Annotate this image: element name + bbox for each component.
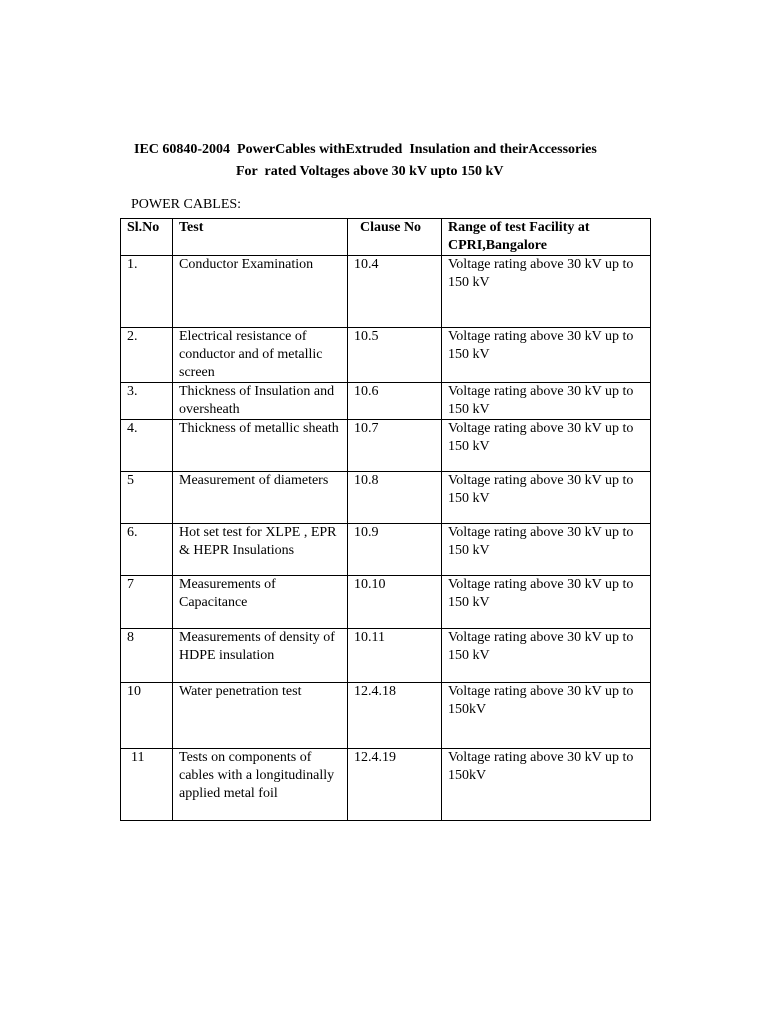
cell-range: Voltage rating above 30 kV up to 150 kV: [442, 629, 651, 683]
cell-clause: 10.5: [348, 328, 442, 383]
cell-slno: 6.: [121, 524, 173, 576]
table-row: [121, 328, 651, 383]
cell-slno: 1.: [121, 256, 173, 328]
cell-test: Tests on components of cables with a longitudinally applied metal foil: [173, 749, 348, 821]
cell-test: Water penetration test: [173, 683, 348, 749]
header-clause: Clause No: [348, 219, 442, 256]
cell-test: Measurements of Capacitance: [173, 576, 348, 629]
cell-slno: 2.: [121, 328, 173, 383]
table-row: [121, 629, 651, 683]
table-header-row: [121, 219, 651, 256]
cell-test: Thickness of Insulation and oversheath: [173, 383, 348, 420]
cell-clause: 10.9: [348, 524, 442, 576]
cell-clause: 12.4.19: [348, 749, 442, 821]
cell-clause: 12.4.18: [348, 683, 442, 749]
cell-clause: 10.11: [348, 629, 442, 683]
cell-test: Measurement of diameters: [173, 472, 348, 524]
cell-slno: 5: [121, 472, 173, 524]
cell-clause: 10.7: [348, 420, 442, 472]
cell-slno: 7: [121, 576, 173, 629]
cell-range: Voltage rating above 30 kV up to 150 kV: [442, 524, 651, 576]
cell-test: Conductor Examination: [173, 256, 348, 328]
header-test: Test: [173, 219, 348, 256]
cell-range: Voltage rating above 30 kV up to 150 kV: [442, 472, 651, 524]
test-table: [120, 218, 651, 821]
document-title: IEC 60840-2004 PowerCables withExtruded Insulation and theirAccessories: [134, 142, 597, 157]
cell-test: Electrical resistance of conductor and of metallic screen: [173, 328, 348, 383]
document-subtitle: For rated Voltages above 30 kV upto 150 kV: [236, 164, 504, 179]
table-row: [121, 683, 651, 749]
cell-range: Voltage rating above 30 kV up to 150 kV: [442, 420, 651, 472]
cell-range: Voltage rating above 30 kV up to 150 kV: [442, 256, 651, 328]
table-row: [121, 749, 651, 821]
cell-slno: 10: [121, 683, 173, 749]
header-slno: Sl.No: [121, 219, 173, 256]
cell-test: Hot set test for XLPE , EPR & HEPR Insulations: [173, 524, 348, 576]
table-row: [121, 256, 651, 328]
cell-clause: 10.6: [348, 383, 442, 420]
table-row: [121, 383, 651, 420]
cell-test: Thickness of metallic sheath: [173, 420, 348, 472]
table-row: [121, 472, 651, 524]
cell-clause: 10.4: [348, 256, 442, 328]
cell-slno: 8: [121, 629, 173, 683]
cell-slno: 4.: [121, 420, 173, 472]
cell-range: Voltage rating above 30 kV up to 150 kV: [442, 576, 651, 629]
cell-test: Measurements of density of HDPE insulation: [173, 629, 348, 683]
cell-range: Voltage rating above 30 kV up to 150kV: [442, 749, 651, 821]
section-label: POWER CABLES:: [131, 197, 242, 212]
cell-clause: 10.8: [348, 472, 442, 524]
cell-range: Voltage rating above 30 kV up to 150 kV: [442, 328, 651, 383]
cell-slno: 3.: [121, 383, 173, 420]
header-range: Range of test Facility at CPRI,Bangalore: [442, 219, 651, 256]
cell-slno: 11: [121, 749, 173, 821]
cell-clause: 10.10: [348, 576, 442, 629]
cell-range: Voltage rating above 30 kV up to 150 kV: [442, 383, 651, 420]
table-row: [121, 420, 651, 472]
cell-range: Voltage rating above 30 kV up to 150kV: [442, 683, 651, 749]
table-row: [121, 524, 651, 576]
table-row: [121, 576, 651, 629]
